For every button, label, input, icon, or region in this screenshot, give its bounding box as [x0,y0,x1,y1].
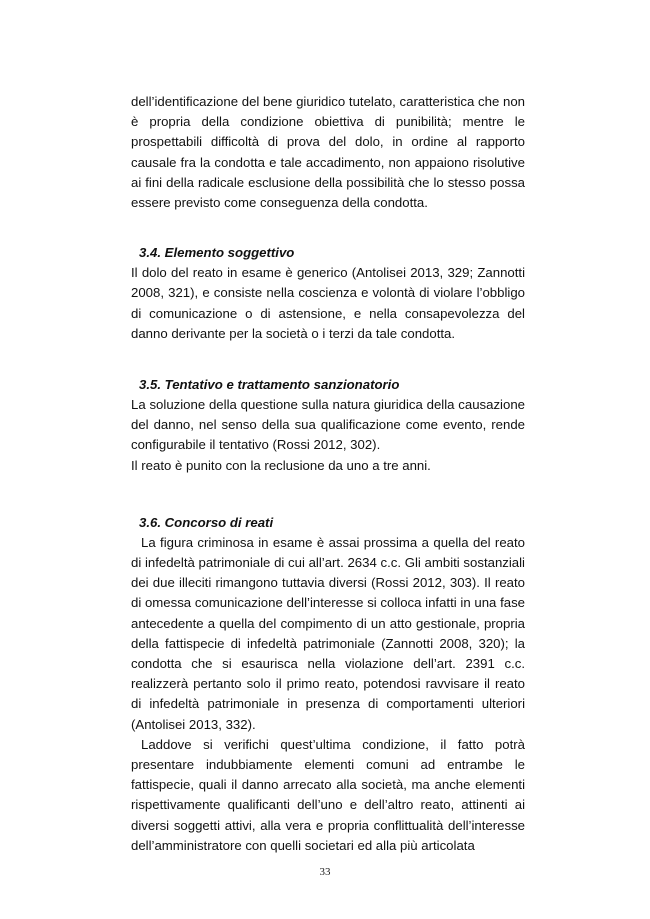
section-heading-3-6: 3.6. Concorso di reati [139,514,274,530]
section-3-6-paragraph-1: La figura criminosa in esame è assai prossima a quella del reato di infedeltà patrimoniale di cui all’art. 2634 c.c. Gli ambiti sostanziali dei due illeciti rimangono tuttavia diversi (Rossi 2012, 303). Il reato di omessa comunicazione dell’interesse si colloca infatti in una fase antecedente a quella del compimento di un atto gestionale, propria della fattispecie di infedeltà patrimoniale (Zannotti 2008, 320); la condotta che si esaurisca nella violazione dell’art. 2391 c.c. realizzerà pertanto solo il primo reato, potendosi ravvisare il reato di infedeltà patrimoniale in presenza di comportamenti ulteriori (Antolisei 2013, 332). [131,534,525,732]
section-3-6-paragraph-2: Laddove si verifichi quest’ultima condizione, il fatto potrà presentare indubbiamente elementi comuni ad entrambe le fattispecie, quali il danno arrecato alla società, ma anche elementi rispettivamente qualificanti dell’uno e dell’altro reato, attinenti ai diversi soggetti attivi, alla vera e propria conflittualità dell’interesse dell’amministratore con quelli societari ed alla più articolata [131,736,525,853]
section-3-5-paragraph-1: La soluzione della questione sulla natura giuridica della causazione del danno, nel senso della sua qualificazione come evento, rende configurabile il tentativo (Rossi 2012, 302). [131,397,525,453]
section-3-5-paragraph-2: Il reato è punito con la reclusione da uno a tre anni. [131,457,431,473]
intro-paragraph: dell’identificazione del bene giuridico tutelato, caratteristica che non è propria della condizione obiettiva di punibilità; mentre le prospettabili difficoltà di prova del dolo, in ordine al rapporto causale fra la condotta e tale accadimento, non appaiono risolutive ai fini della radicale esclusione della possibilità che lo stesso possa essere previsto come conseguenza della condotta. [131,94,525,211]
page-body [131,92,525,856]
section-heading-3-4: 3.4. Elemento soggettivo [139,245,295,261]
section-heading-3-5: 3.5. Tentativo e trattamento sanzionatorio [139,377,400,393]
page-number: 33 [319,866,331,878]
section-3-4-paragraph-1: Il dolo del reato in esame è generico (Antolisei 2013, 329; Zannotti 2008, 321), e consiste nella coscienza e volontà di violare l’obbligo di comunicazione o di astensione, e nella consapevolezza del danno derivante per la società o i terzi da tale condotta. [131,265,525,341]
